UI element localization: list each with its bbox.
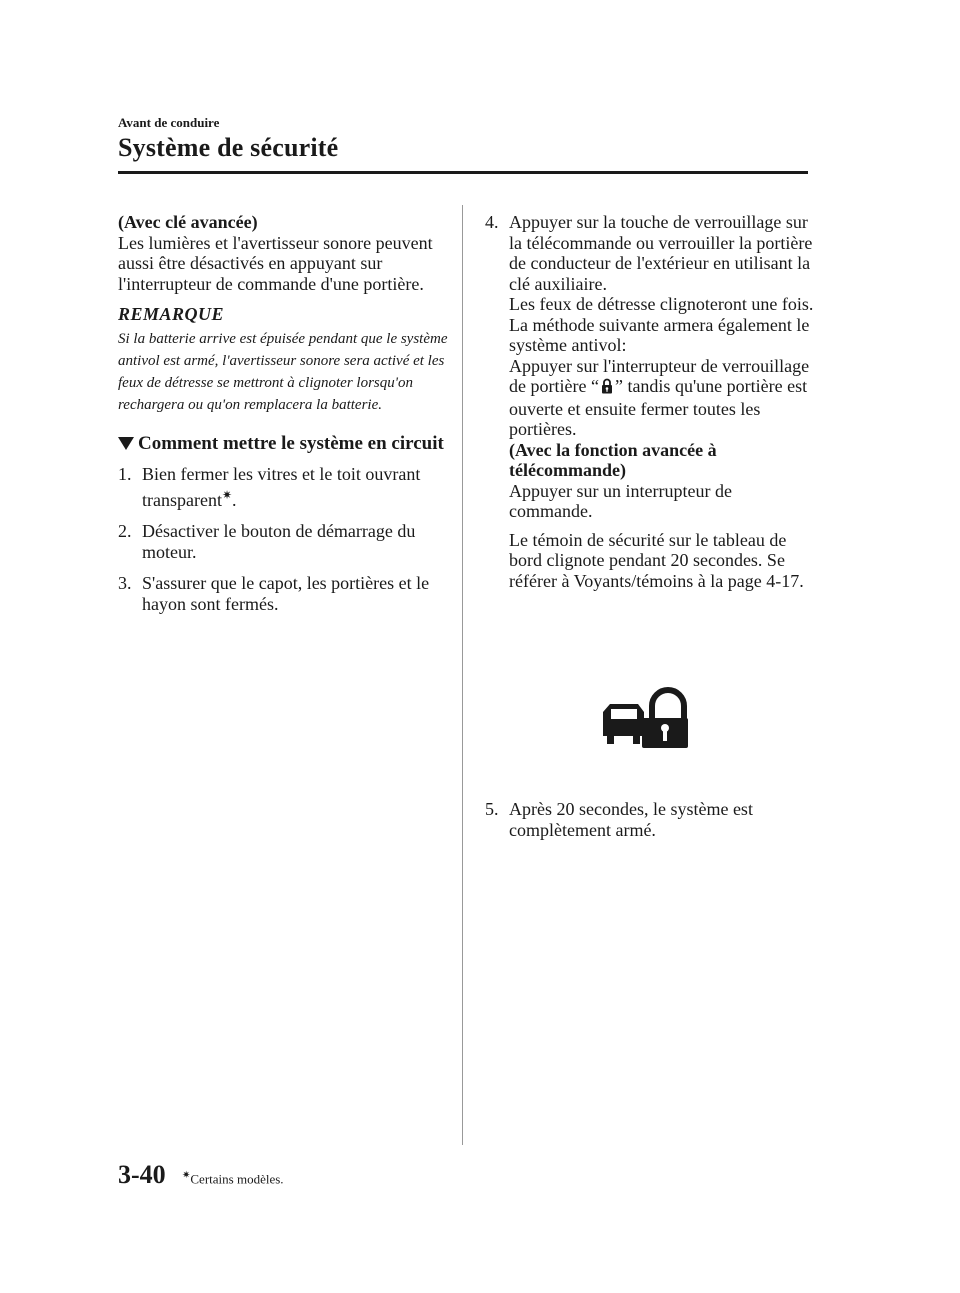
step4-line4 (509, 356, 815, 440)
step4-text: Appuyer sur la touche de verrouillage sur la télécommande ou verrouiller la portière de conducteur de l'extérieur en utilisant la clé auxiliaire. (509, 212, 813, 294)
left-intro: Les lumières et l'avertisseur sonore peuvent aussi être désactivés en appuyant sur l'interrupteur de commande d'une portière. (118, 232, 433, 294)
list-item (118, 464, 448, 510)
step-text-main: Bien fermer les vitres et le toit ouvrant transparent (142, 464, 421, 510)
step-text (509, 212, 815, 522)
list-item (485, 212, 815, 522)
step-number: 1. (118, 464, 132, 484)
step-text: Après 20 secondes, le système est complètement armé. (509, 799, 753, 840)
step-text: S'assurer que le capot, les portières et le hayon sont fermés. (142, 573, 430, 614)
footer-note-text: Certains modèles. (190, 1171, 284, 1187)
step4-para2: Le témoin de sécurité sur le tableau de bord clignote pendant 20 secondes. Se référer à Voyants/témoins à la page 4-17. (509, 529, 804, 591)
step4-line5: Appuyer sur un interrupteur de commande. (509, 480, 732, 521)
step-number: 5. (485, 799, 499, 819)
step4-line3: La méthode suivante armera également le système antivol: (509, 314, 810, 355)
step-number: 2. (118, 521, 132, 541)
step-number: 4. (485, 212, 499, 232)
note-title: REMARQUE (118, 304, 225, 324)
list-item (118, 521, 448, 562)
step4-line4-b: ” tandis qu'une portière est ouverte et ensuite fermer toutes les portières. (509, 376, 808, 439)
subheading (118, 434, 448, 455)
step-text: Désactiver le bouton de démarrage du moteur. (142, 521, 416, 562)
lock-icon (601, 378, 613, 399)
list-item (118, 573, 448, 614)
left-heading: (Avec clé avancée) (118, 212, 258, 232)
section-label: Avant de conduire (118, 115, 220, 130)
column-divider (462, 205, 463, 1145)
step-5 (485, 799, 815, 840)
step4-bold: (Avec la fonction avancée à télécommande) (509, 439, 717, 480)
page-number: 3-40 (118, 1160, 166, 1189)
subheading-text: Comment mettre le système en circuit (138, 432, 444, 454)
star-icon: ✷ (182, 1170, 191, 1181)
step-text-after: . (232, 489, 237, 510)
step-text (142, 464, 448, 510)
left-column (118, 212, 448, 625)
right-column (485, 212, 815, 591)
step4-line2: Les feux de détresse clignoteront une fois. (509, 294, 814, 314)
star-icon: ✷ (221, 487, 233, 502)
step-number: 3. (118, 573, 132, 593)
step4-line4-a: Appuyer sur l'interrupteur de verrouillage de portière “ (509, 355, 810, 396)
footer-note (182, 1170, 284, 1187)
note-body: Si la batterie arrive est épuisée pendant que le système antivol est armé, l'avertisseur sonore sera activé et les feux de détresse se mettront à clignoter lorsqu'on rechargera ou qu'on remplacera la batterie. (118, 330, 448, 413)
security-indicator-icon (600, 686, 690, 750)
list-item (485, 799, 815, 851)
page-title: Système de sécurité (118, 133, 339, 162)
triangle-bullet-icon (118, 437, 134, 450)
header-rule (118, 171, 808, 174)
